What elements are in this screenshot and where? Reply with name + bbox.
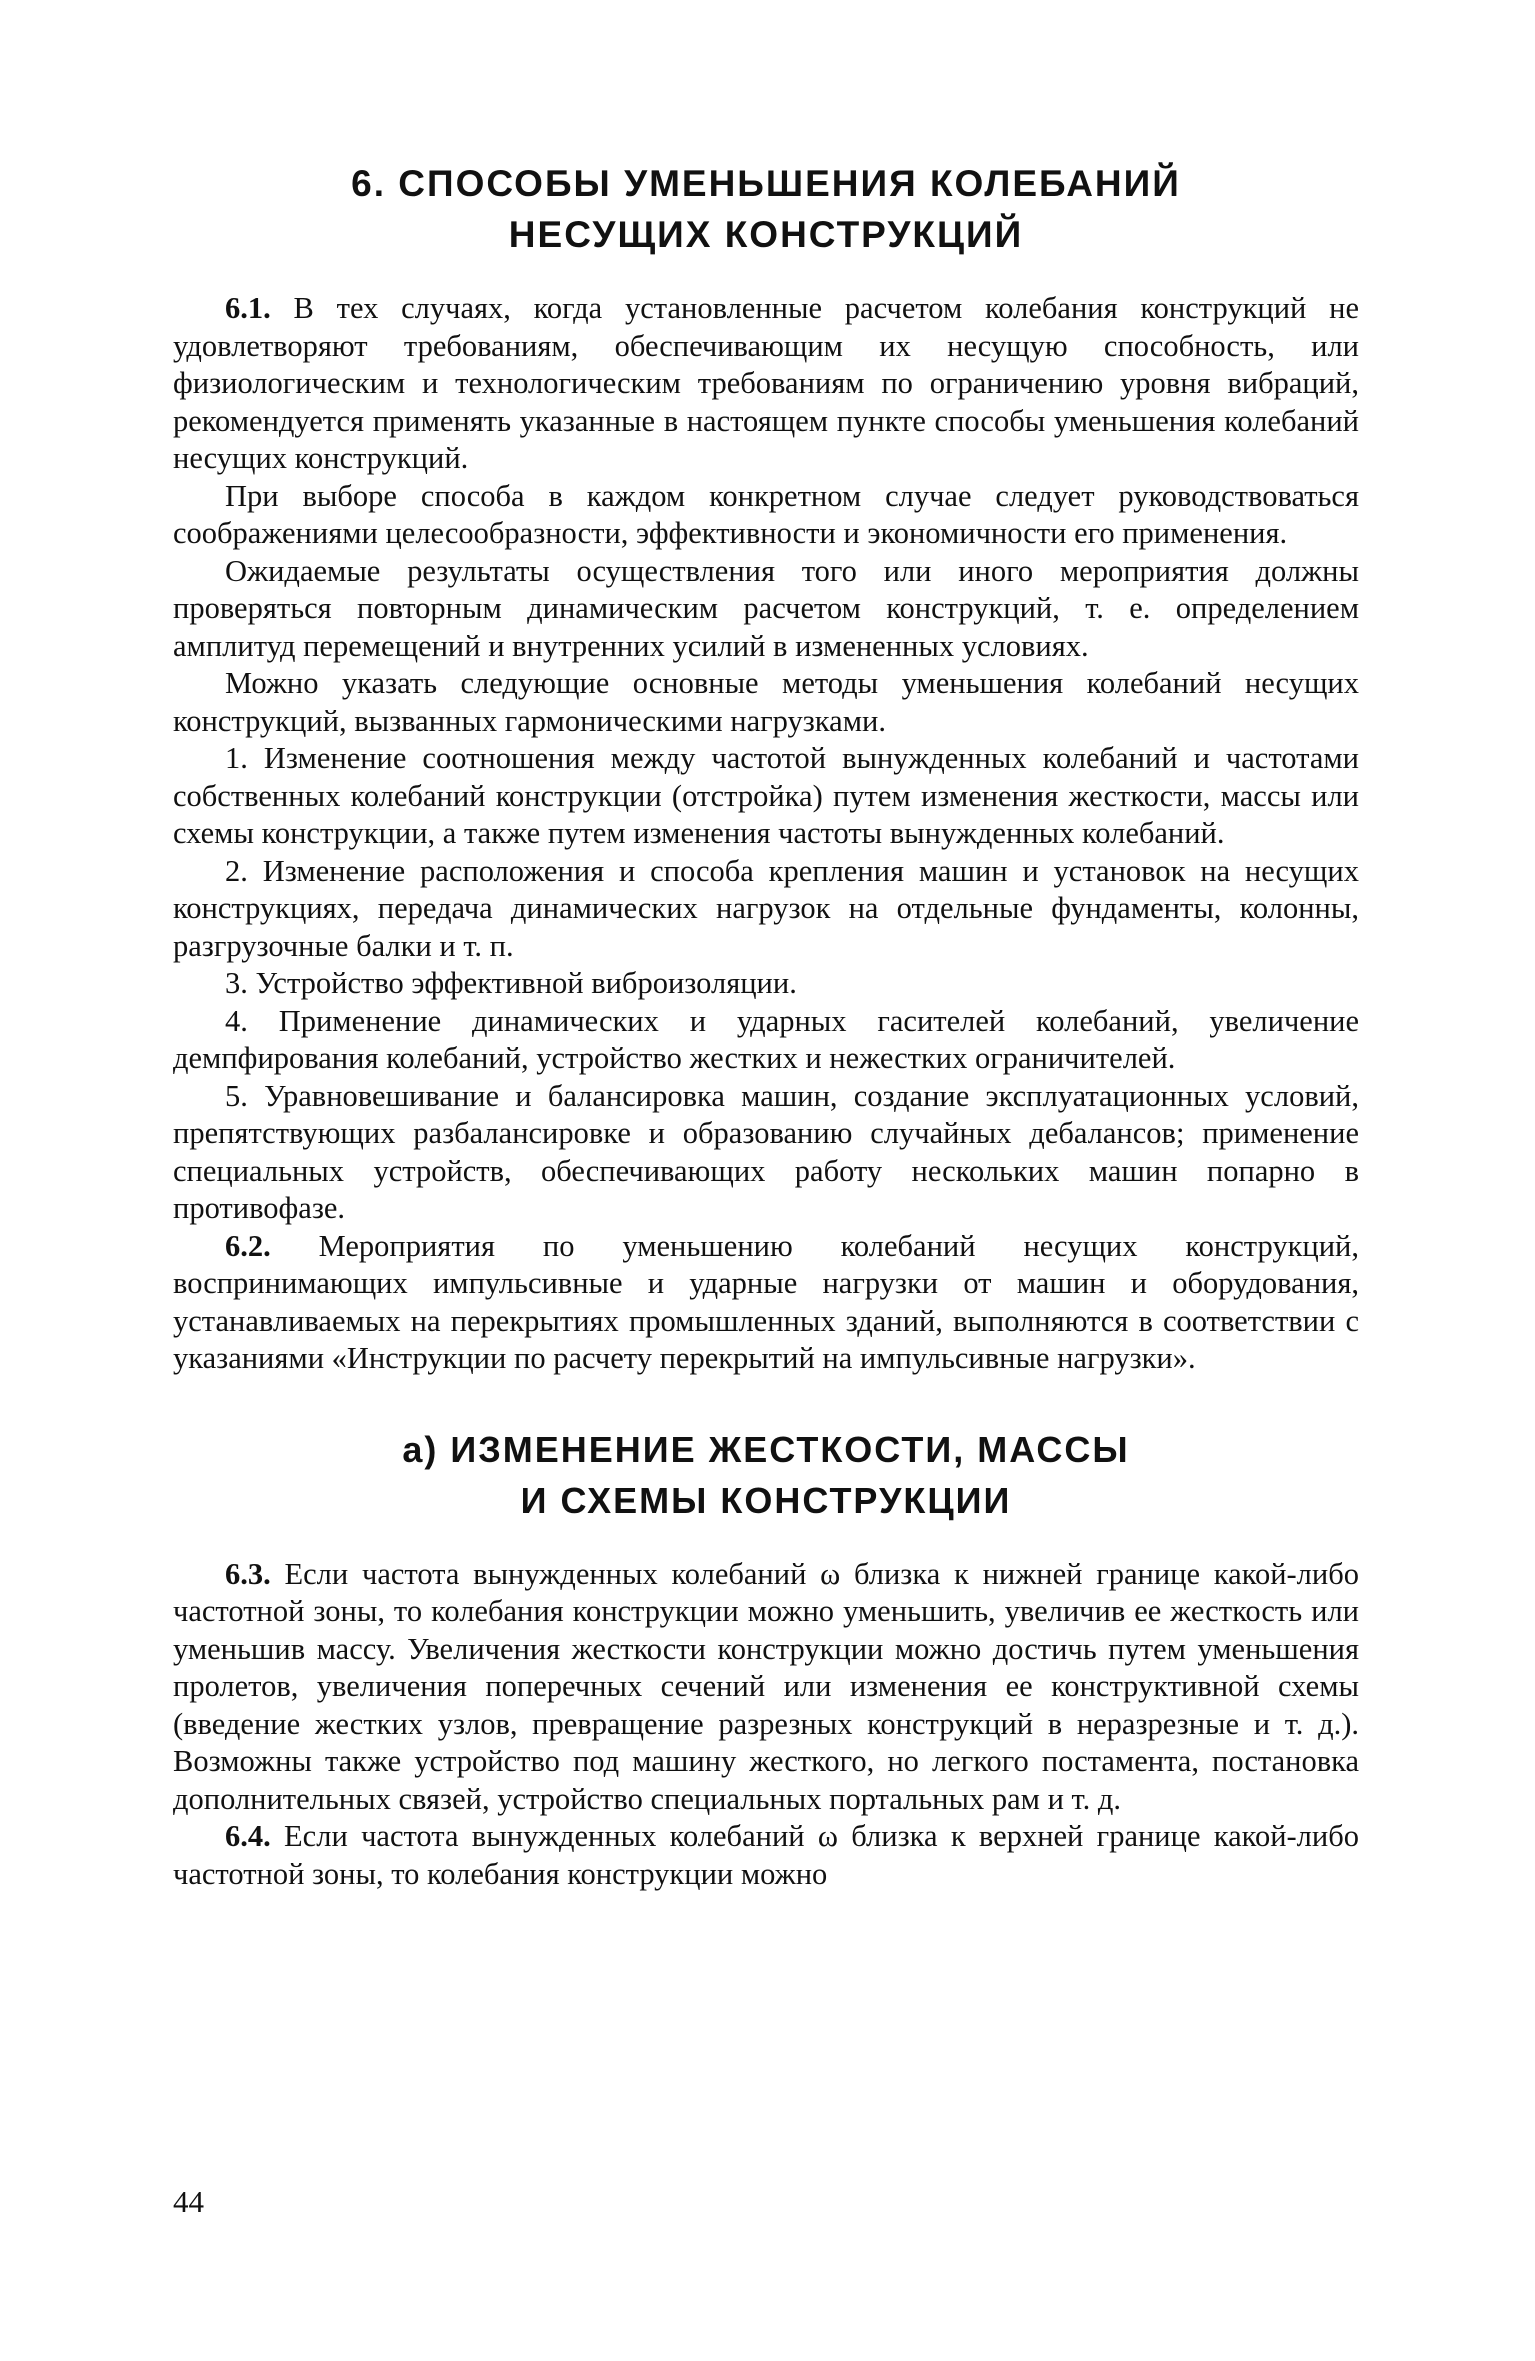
paragraph-6-4 xyxy=(173,1818,1359,1893)
paragraph-text: Если частота вынужденных колебаний ω близка к верхней границе какой-либо частотной зоны, то колебания конструкции можно xyxy=(173,1819,1359,1891)
subsection-title-line-1: а) ИЗМЕНЕНИЕ ЖЕСТКОСТИ, МАССЫ xyxy=(402,1428,1130,1470)
list-item-3 xyxy=(173,965,1359,1003)
paragraph-6-1 xyxy=(173,290,1359,478)
section-title xyxy=(173,158,1359,260)
paragraph-text: 4. Применение динамических и ударных гасителей колебаний, увеличение демпфирования колебаний, устройство жестких и нежестких ограничителей. xyxy=(173,1003,1359,1075)
paragraph-text: При выборе способа в каждом конкретном случае следует руководствоваться соображениями целесообразности, эффективности и экономичности его применения. xyxy=(173,478,1359,550)
paragraph-text: 5. Уравновешивание и балансировка машин, создание эксплуатационных условий, препятствующих разбалансировке и образованию случайных дебалансов; применение специальных устройств, обеспечивающих работу нескольких машин попарно в противофазе. xyxy=(173,1078,1359,1225)
paragraph-number: 6.3. xyxy=(225,1556,271,1591)
subsection-title-line-2: И СХЕМЫ КОНСТРУКЦИИ xyxy=(520,1479,1012,1521)
paragraph-text: Мероприятия по уменьшению колебаний несущих конструкций, воспринимающих импульсивные и ударные нагрузки от машин и оборудования, устанавливаемых на перекрытиях промышленных зданий, выполняются в соответствии с указаниями «Инструкции по расчету перекрытий на импульсивные нагрузки». xyxy=(173,1228,1359,1375)
paragraph-expected-results xyxy=(173,553,1359,666)
paragraph-6-3 xyxy=(173,1556,1359,1819)
paragraph-text: В тех случаях, когда установленные расчетом колебания конструкций не удовлетворяют требованиям, обеспечивающим их несущую способность, или физиологическим и технологическим требованиям по ограничению уровня вибраций, рекомендуется применять указанные в настоящем пункте способы уменьшения колебаний несущих конструкций. xyxy=(173,291,1359,475)
page-body xyxy=(173,140,1359,1893)
page-number: 44 xyxy=(173,2184,204,2219)
section-title-line-1: 6. СПОСОБЫ УМЕНЬШЕНИЯ КОЛЕБАНИЙ xyxy=(351,163,1181,204)
list-item-2 xyxy=(173,853,1359,966)
paragraph-text: Если частота вынужденных колебаний ω близка к нижней границе какой-либо частотной зоны, то колебания конструкции можно уменьшить, увеличив ее жесткость или уменьшив массу. Увеличения жесткости конструкции можно достичь путем уменьшения пролетов, увеличения поперечных сечений или изменения ее конструктивной схемы (введение жестких узлов, превращение разрезных конструкций в неразрезные и т. д.). Возможны также устройство под машину жесткого, но легкого постамента, постановка дополнительных связей, устройство специальных портальных рам и т. д. xyxy=(173,1556,1359,1816)
list-item-4 xyxy=(173,1003,1359,1078)
paragraph-text: 2. Изменение расположения и способа крепления машин и установок на несущих конструкциях, передача динамических нагрузок на отдельные фундаменты, колонны, разгрузочные балки и т. п. xyxy=(173,853,1359,963)
paragraph-6-2 xyxy=(173,1228,1359,1378)
paragraph-methods-intro xyxy=(173,665,1359,740)
paragraph-text: 3. Устройство эффективной виброизоляции. xyxy=(225,966,797,1000)
section-title-line-2: НЕСУЩИХ КОНСТРУКЦИЙ xyxy=(508,214,1024,255)
list-item-5 xyxy=(173,1078,1359,1228)
subsection-title xyxy=(173,1424,1359,1526)
list-item-1 xyxy=(173,740,1359,853)
paragraph-text: Можно указать следующие основные методы уменьшения колебаний несущих конструкций, вызванных гармоническими нагрузками. xyxy=(173,666,1359,738)
paragraph-text: 1. Изменение соотношения между частотой вынужденных колебаний и частотами собственных колебаний конструкции (отстройка) путем изменения жесткости, массы или схемы конструкции, а также путем изменения частоты вынужденных колебаний. xyxy=(173,741,1359,850)
paragraph-method-choice xyxy=(173,478,1359,553)
paragraph-text: Ожидаемые результаты осуществления того или иного мероприятия должны проверяться повторным динамическим расчетом конструкций, т. е. определением амплитуд перемещений и внутренних усилий в измененных условиях. xyxy=(173,553,1359,663)
paragraph-number: 6.1. xyxy=(225,291,271,325)
paragraph-number: 6.2. xyxy=(225,1228,271,1263)
paragraph-number: 6.4. xyxy=(225,1819,271,1853)
